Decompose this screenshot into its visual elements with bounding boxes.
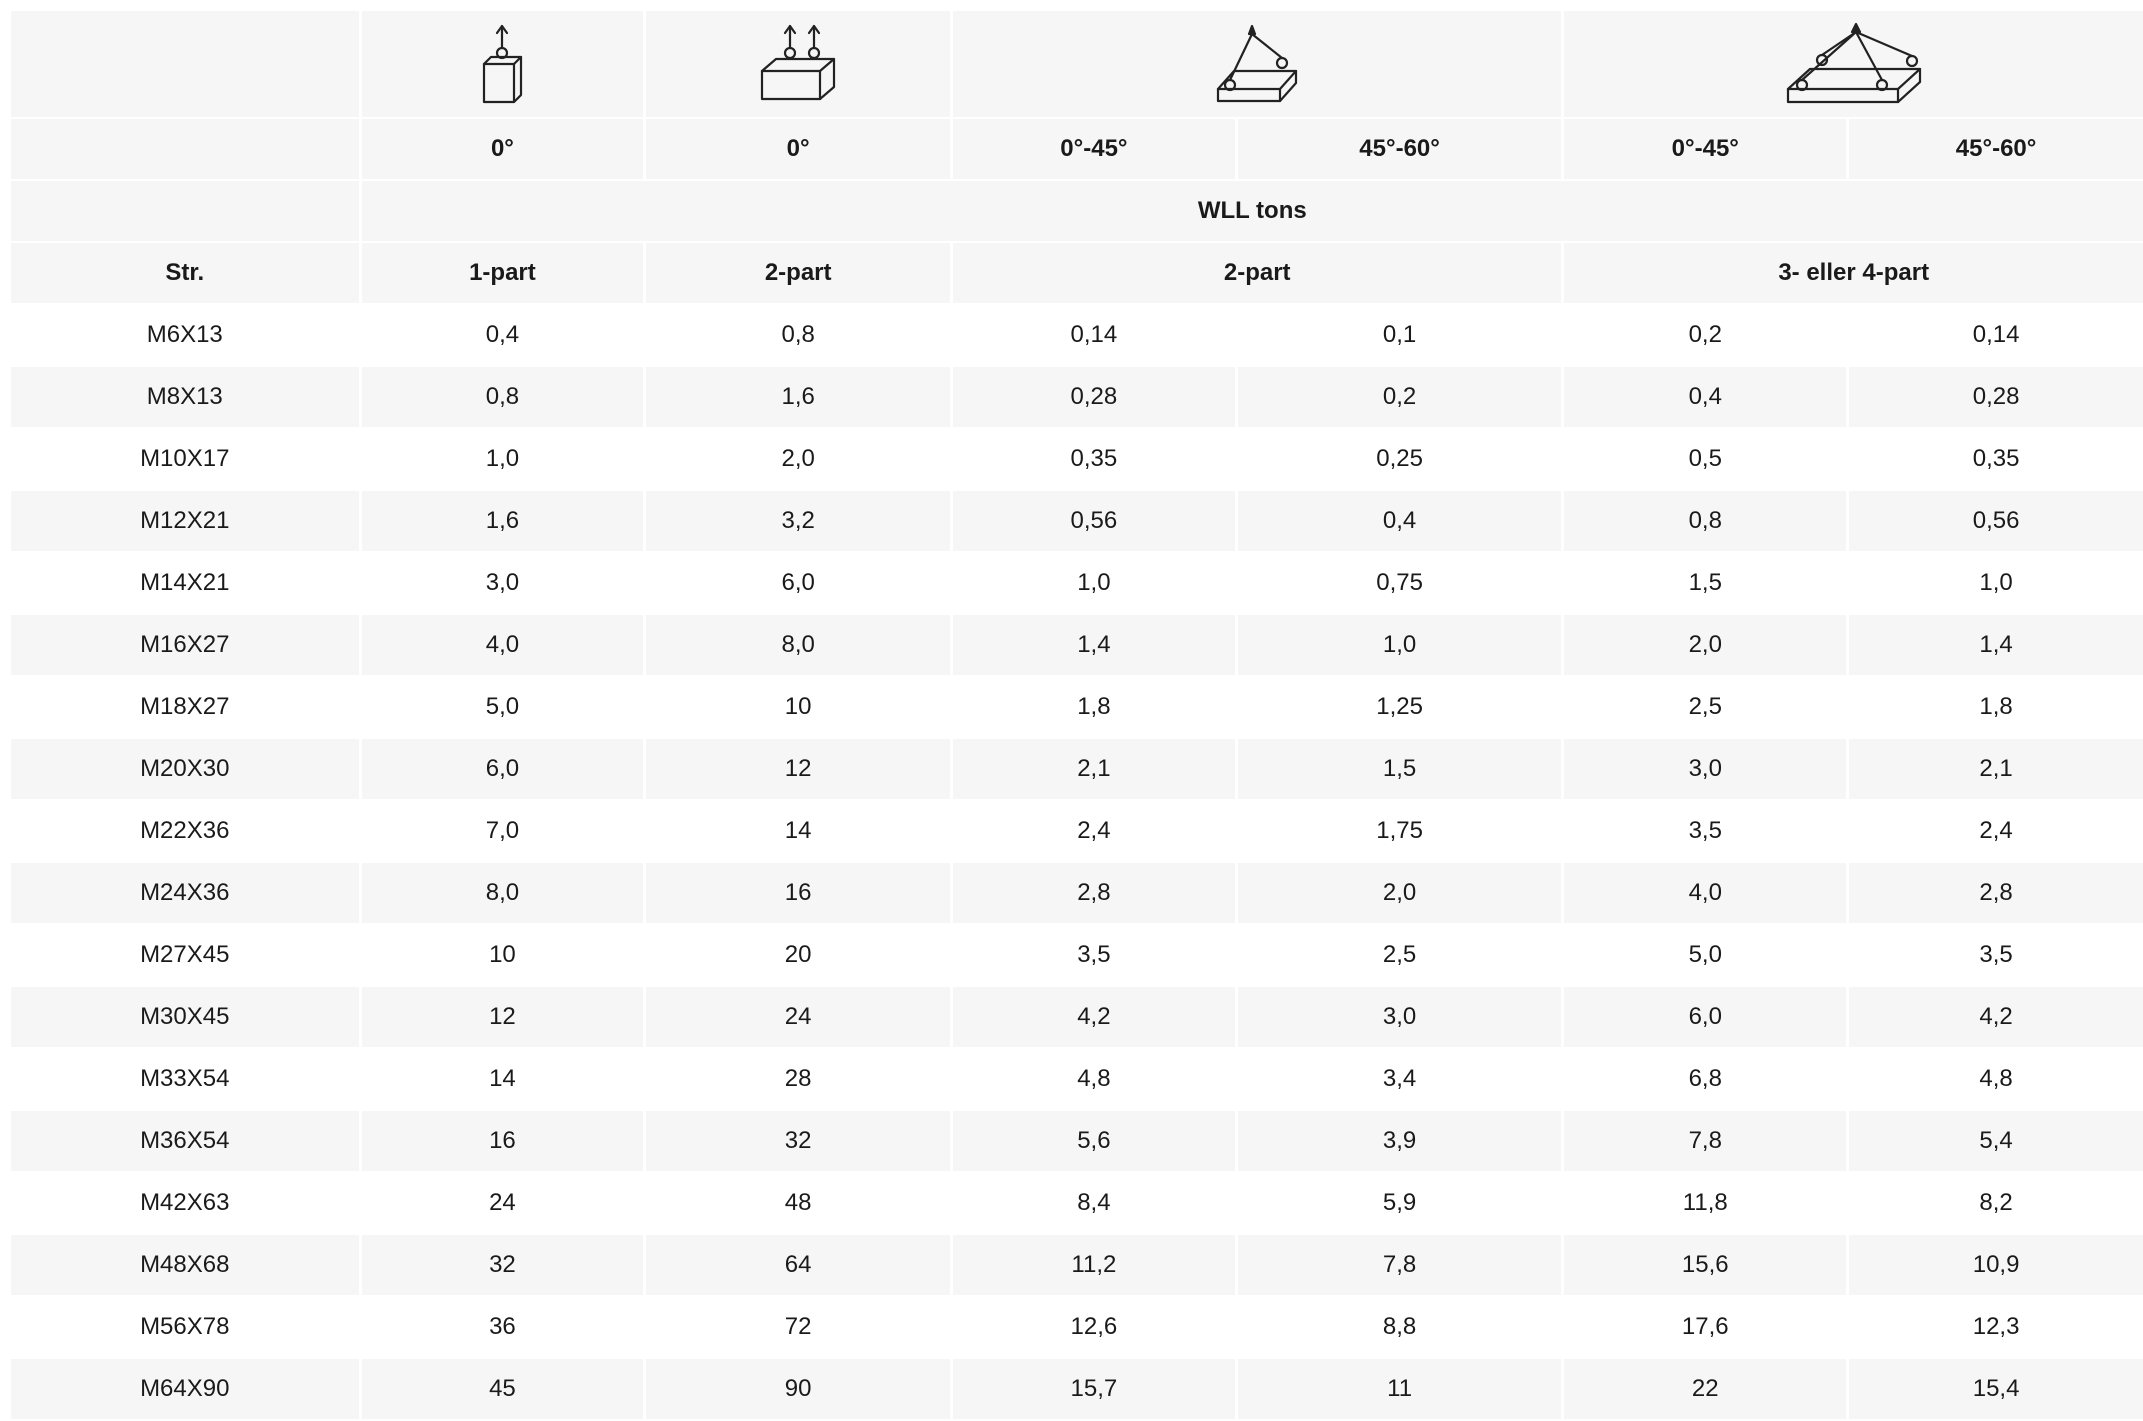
value-cell: 72 [646,1297,950,1357]
value-cell: 7,8 [1564,1111,1846,1171]
table-row [11,863,2143,923]
value-cell: 0,56 [1849,491,2143,551]
wll-table [8,9,2143,1421]
value-cell: 1,6 [646,367,950,427]
value-cell: 0,8 [646,305,950,365]
single-leg-lift-icon [362,11,644,117]
value-cell: 1,4 [1849,615,2143,675]
value-cell: 0,2 [1564,305,1846,365]
value-cell: 1,0 [1238,615,1562,675]
size-cell: M36X54 [11,1111,359,1171]
value-cell: 1,4 [953,615,1235,675]
unit-row [11,181,2143,241]
table-row [11,1173,2143,1233]
table-row [11,553,2143,613]
value-cell: 0,28 [1849,367,2143,427]
value-cell: 5,0 [1564,925,1846,985]
value-cell: 0,28 [953,367,1235,427]
parts-header: 3- eller 4-part [1564,243,2143,303]
value-cell: 3,9 [1238,1111,1562,1171]
value-cell: 3,5 [1564,801,1846,861]
value-cell: 0,4 [1564,367,1846,427]
table-row [11,429,2143,489]
value-cell: 3,0 [362,553,644,613]
table-row [11,1049,2143,1109]
value-cell: 8,2 [1849,1173,2143,1233]
value-cell: 2,5 [1564,677,1846,737]
value-cell: 1,0 [1849,553,2143,613]
value-cell: 1,8 [1849,677,2143,737]
value-cell: 20 [646,925,950,985]
size-cell: M64X90 [11,1359,359,1419]
value-cell: 0,1 [1238,305,1562,365]
parts-header: 1-part [362,243,644,303]
value-cell: 0,8 [362,367,644,427]
size-cell: M48X68 [11,1235,359,1295]
value-cell: 2,8 [1849,863,2143,923]
table-row [11,1235,2143,1295]
parts-row [11,243,2143,303]
value-cell: 22 [1564,1359,1846,1419]
value-cell: 14 [646,801,950,861]
value-cell: 0,35 [1849,429,2143,489]
value-cell: 10 [362,925,644,985]
angle-row [11,119,2143,179]
value-cell: 6,0 [362,739,644,799]
table-row [11,367,2143,427]
empty-cell [11,119,359,179]
value-cell: 0,56 [953,491,1235,551]
angle-header: 0°-45° [953,119,1235,179]
four-leg-angled-lift-icon [1564,11,2143,117]
value-cell: 1,8 [953,677,1235,737]
value-cell: 2,4 [1849,801,2143,861]
value-cell: 4,0 [1564,863,1846,923]
size-cell: M27X45 [11,925,359,985]
size-cell: M10X17 [11,429,359,489]
value-cell: 10 [646,677,950,737]
value-cell: 2,5 [1238,925,1562,985]
value-cell: 16 [646,863,950,923]
value-cell: 45 [362,1359,644,1419]
value-cell: 6,0 [1564,987,1846,1047]
value-cell: 24 [646,987,950,1047]
empty-cell [11,181,359,241]
value-cell: 90 [646,1359,950,1419]
angle-header: 45°-60° [1849,119,2143,179]
table-row [11,491,2143,551]
value-cell: 32 [362,1235,644,1295]
value-cell: 1,6 [362,491,644,551]
value-cell: 36 [362,1297,644,1357]
value-cell: 15,6 [1564,1235,1846,1295]
size-cell: M18X27 [11,677,359,737]
size-cell: M33X54 [11,1049,359,1109]
value-cell: 10,9 [1849,1235,2143,1295]
value-cell: 3,0 [1238,987,1562,1047]
value-cell: 2,0 [646,429,950,489]
value-cell: 7,8 [1238,1235,1562,1295]
value-cell: 5,6 [953,1111,1235,1171]
value-cell: 3,5 [953,925,1235,985]
value-cell: 32 [646,1111,950,1171]
value-cell: 0,25 [1238,429,1562,489]
value-cell: 6,8 [1564,1049,1846,1109]
size-cell: M8X13 [11,367,359,427]
value-cell: 4,8 [1849,1049,2143,1109]
angle-header: 0°-45° [1564,119,1846,179]
value-cell: 1,75 [1238,801,1562,861]
value-cell: 3,4 [1238,1049,1562,1109]
value-cell: 12,6 [953,1297,1235,1357]
size-cell: M6X13 [11,305,359,365]
value-cell: 0,5 [1564,429,1846,489]
value-cell: 16 [362,1111,644,1171]
value-cell: 1,5 [1564,553,1846,613]
value-cell: 0,75 [1238,553,1562,613]
table-row [11,615,2143,675]
value-cell: 8,4 [953,1173,1235,1233]
value-cell: 5,9 [1238,1173,1562,1233]
value-cell: 4,2 [953,987,1235,1047]
table-row [11,987,2143,1047]
value-cell: 48 [646,1173,950,1233]
value-cell: 5,4 [1849,1111,2143,1171]
value-cell: 2,1 [1849,739,2143,799]
table-row [11,1111,2143,1171]
value-cell: 0,8 [1564,491,1846,551]
size-cell: M30X45 [11,987,359,1047]
table-row [11,305,2143,365]
value-cell: 2,0 [1238,863,1562,923]
value-cell: 3,5 [1849,925,2143,985]
value-cell: 28 [646,1049,950,1109]
parts-header: 2-part [646,243,950,303]
table-row [11,925,2143,985]
value-cell: 5,0 [362,677,644,737]
value-cell: 14 [362,1049,644,1109]
value-cell: 12,3 [1849,1297,2143,1357]
value-cell: 7,0 [362,801,644,861]
value-cell: 8,0 [646,615,950,675]
value-cell: 0,35 [953,429,1235,489]
value-cell: 15,7 [953,1359,1235,1419]
two-leg-angled-lift-icon [953,11,1561,117]
size-cell: M56X78 [11,1297,359,1357]
corner-cell [11,11,359,117]
value-cell: 8,0 [362,863,644,923]
value-cell: 1,5 [1238,739,1562,799]
value-cell: 11,8 [1564,1173,1846,1233]
table-row [11,1297,2143,1357]
value-cell: 12 [362,987,644,1047]
value-cell: 0,2 [1238,367,1562,427]
value-cell: 2,0 [1564,615,1846,675]
size-cell: M22X36 [11,801,359,861]
table-row [11,1359,2143,1419]
value-cell: 3,2 [646,491,950,551]
value-cell: 64 [646,1235,950,1295]
value-cell: 3,0 [1564,739,1846,799]
icon-row [11,11,2143,117]
value-cell: 15,4 [1849,1359,2143,1419]
value-cell: 17,6 [1564,1297,1846,1357]
value-cell: 11,2 [953,1235,1235,1295]
value-cell: 6,0 [646,553,950,613]
two-leg-vertical-lift-icon [646,11,950,117]
angle-header: 0° [646,119,950,179]
value-cell: 8,8 [1238,1297,1562,1357]
size-cell: M24X36 [11,863,359,923]
size-cell: M16X27 [11,615,359,675]
value-cell: 4,8 [953,1049,1235,1109]
value-cell: 4,2 [1849,987,2143,1047]
size-cell: M42X63 [11,1173,359,1233]
value-cell: 2,8 [953,863,1235,923]
value-cell: 0,14 [1849,305,2143,365]
unit-label: WLL tons [362,181,2143,241]
size-cell: M14X21 [11,553,359,613]
parts-header: 2-part [953,243,1561,303]
value-cell: 2,4 [953,801,1235,861]
value-cell: 24 [362,1173,644,1233]
value-cell: 1,25 [1238,677,1562,737]
table-row [11,739,2143,799]
value-cell: 12 [646,739,950,799]
value-cell: 4,0 [362,615,644,675]
value-cell: 0,4 [362,305,644,365]
wll-table-container [11,11,2143,1419]
value-cell: 1,0 [953,553,1235,613]
angle-header: 45°-60° [1238,119,1562,179]
value-cell: 2,1 [953,739,1235,799]
value-cell: 0,4 [1238,491,1562,551]
size-cell: M20X30 [11,739,359,799]
size-column-header: Str. [11,243,359,303]
value-cell: 0,14 [953,305,1235,365]
value-cell: 11 [1238,1359,1562,1419]
angle-header: 0° [362,119,644,179]
size-cell: M12X21 [11,491,359,551]
table-row [11,801,2143,861]
value-cell: 1,0 [362,429,644,489]
table-row [11,677,2143,737]
